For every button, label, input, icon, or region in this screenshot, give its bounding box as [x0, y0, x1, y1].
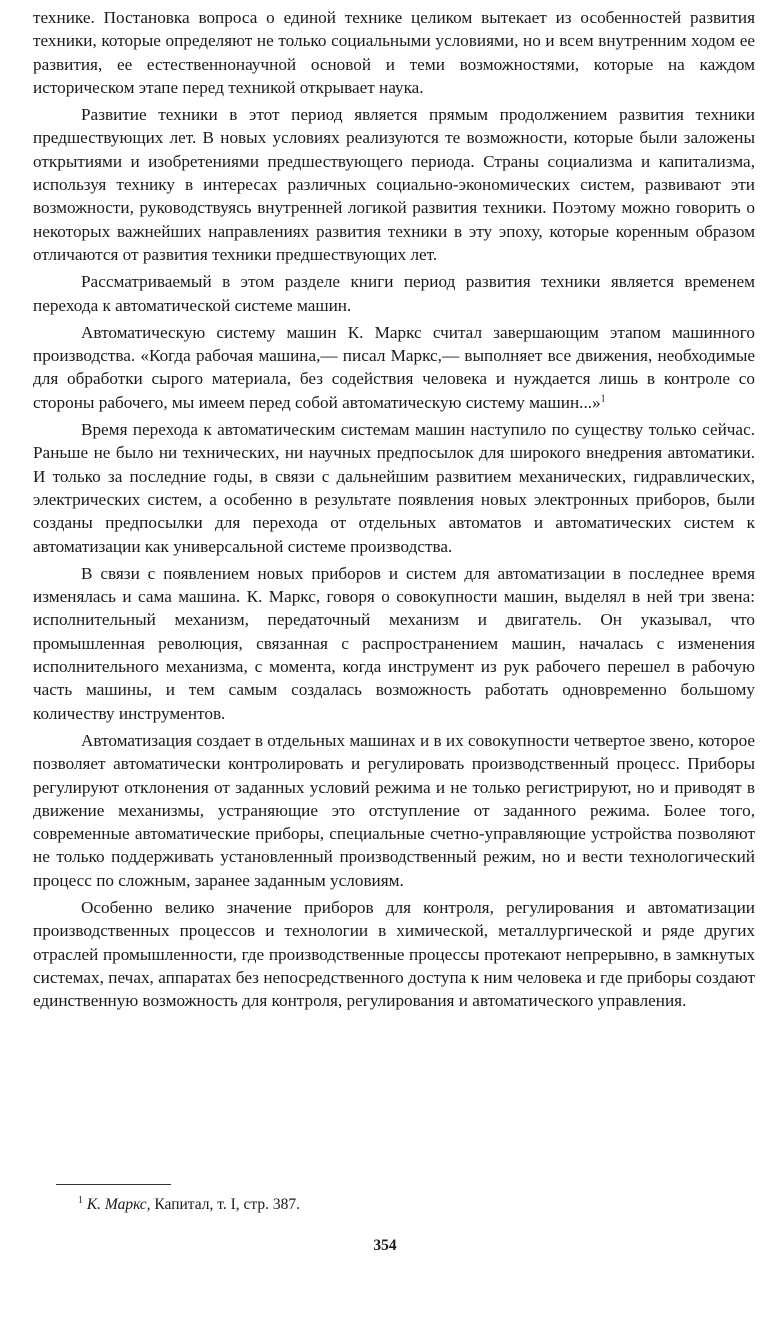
- footnote-text: Капитал, т. I, стр. 387.: [154, 1196, 301, 1213]
- paragraph-8: Особенно велико значение приборов для контроля, регулирования и автоматизации производственных процессов и технологии в химической, металлургической и ряде других отраслей промышленности, где производственные процессы протекают непрерывно, в замкнутых системах, печах, аппаратах без непосредственного доступа к ним человека и где приборы создают единственную возможность для контроля, регулирования и автоматического управления.: [33, 897, 755, 1011]
- footnote: [78, 1196, 300, 1214]
- page-number: 354: [373, 1237, 397, 1254]
- footnote-reference: 1: [600, 393, 606, 405]
- paragraph-7: Автоматизация создает в отдельных машинах и в их совокупности четвертое звено, которое позволяет автоматически контролировать и регулировать производственный процесс. Приборы регулируют отклонения от заданных условий режима и не только регистрируют, но и приводят в движение механизмы, устраняющие это отступление от заданного режима. Более того, современные автоматические приборы, специальные счетно-управляющие устройства позволяют не только поддерживать установленный производственный режим, но и вести технологический процесс по сложным, заранее заданным условиям.: [33, 730, 755, 890]
- footnote-author: К. Маркс,: [86, 1196, 151, 1213]
- paragraph-2: Развитие техники в этот период является прямым продолжением развития техники предшествующих лет. В новых условиях реализуются те возможности, которые были заложены открытиями и изобретениями предшествующего периода. Страны социализма и капитализма, используя технику в интересах различных социально-экономических систем, развивают эти возможности, руководствуясь внутренней логикой развития техники. Поэтому можно говорить о некоторых важнейших направлениях развития техники в эту эпоху, которые коренным образом отличаются от развития техники предшествующих лет.: [33, 105, 755, 264]
- paragraph-4: [33, 321, 755, 414]
- footnote-marker: 1: [78, 1194, 83, 1206]
- paragraph-5: Время перехода к автоматическим системам машин наступило по существу только сейчас. Раньше не было ни технических, ни научных предпосылок для широкого внедрения автоматики. И только за последние годы, в связи с дальнейшим развитием механических, гидравлических, электрических систем, а особенно в результате появления новых электронных приборов, были созданы предпосылки для перехода от отдельных автоматов и автоматических систем к автоматизации как универсальной системе производства.: [33, 420, 755, 556]
- paragraph-3: Рассматриваемый в этом разделе книги период развития техники является временем перехода к автоматической системе машин.: [33, 272, 755, 315]
- footnote-divider: [56, 1184, 171, 1185]
- paragraph-1: технике. Постановка вопроса о единой технике целиком вытекает из особенностей развития техники, которые определяют не только социальными условиями, но и всем внутренним ходом ее развития, ее естественнонаучной основой и теми возможностями, которые на каждом историческом этапе перед техникой открывает наука.: [33, 8, 755, 97]
- paragraph-4-text: Автоматическую систему машин К. Маркс считал завершающим этапом машинного производства. «Когда рабочая машина,— писал Маркс,— выполняет все движения, необходимые для обработки сырого материала, без содействия человека и нуждается лишь в контроле со стороны рабочего, мы имеем перед собой автоматическую систему машин...»: [33, 322, 755, 412]
- paragraph-6: В связи с появлением новых приборов и систем для автоматизации в последнее время изменялась и сама машина. К. Маркс, говоря о совокупности машин, выделял в ней три звена: исполнительный механизм, передаточный механизм и двигатель. Он указывал, что промышленная революция, связанная с распространением машин, началась с изменения исполнительного механизма, с момента, когда инструмент из рук рабочего перешел в рабочую часть машины, и тем самым создалась возможность работать одновременно большому количеству инструментов.: [33, 563, 755, 723]
- body-text: [33, 6, 755, 1016]
